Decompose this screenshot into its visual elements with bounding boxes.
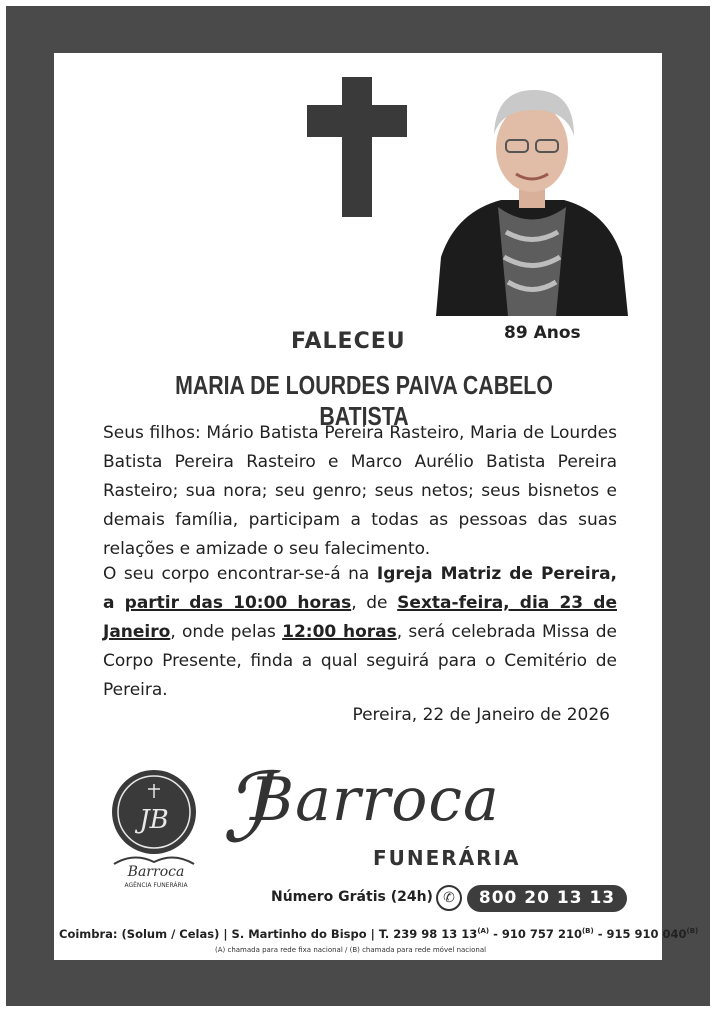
deceased-name: MARIA DE LOURDES PAIVA CABELO BATISTA	[175, 370, 553, 431]
brand-name: Barroca	[250, 765, 500, 835]
seal-subtitle: AGÊNCIA FUNERÁRIA	[124, 882, 188, 889]
brand-monogram-flourish: ℐ	[222, 752, 268, 864]
portrait-photo	[436, 82, 628, 316]
seal-monogram: JB	[139, 805, 169, 835]
cross-icon-arm	[307, 105, 407, 137]
free-number[interactable]: 800 20 13 13	[467, 885, 627, 912]
brand-subtitle: FUNERÁRIA	[373, 846, 521, 870]
family-paragraph: Seus filhos: Mário Batista Pereira Rasteiro, Maria de Lourdes Batista Pereira Rasteiro e Marco Aurélio Batista Pereira Rasteiro; sua nora; seu genro; seus netos; seus bisnetos e demais família, participam a todas as pessoas das suas relações e amizade o seu falecimento.	[103, 423, 617, 559]
contacts-line: Coimbra: (Solum / Celas) | S. Martinho do Bispo | T. 239 98 13 $13^{(A)} - 910$ 757 $210^{(B)} - 915$ 910 $040^{(B)}$	[59, 927, 699, 941]
cross-icon	[342, 77, 372, 217]
ceremony-paragraph: O seu corpo encontrar-se-á na Igreja Matriz de Pereira, a partir das 10:00 horas, de Sexta-feira, dia 23 de Janeiro, onde pelas 12:00 horas, será celebrada Missa de Corpo Presente, finda a qual seguirá para o Cemitério de Pereira.	[103, 564, 618, 700]
phone-icon: ✆	[436, 885, 462, 911]
date-line: Pereira, 22 de Janeiro de 2026	[352, 705, 610, 725]
funeral-seal-logo	[104, 766, 204, 890]
age-label: 89 Anos	[504, 323, 581, 343]
seal-name: Barroca	[127, 864, 185, 880]
footnote: (A) chamada para rede fixa nacional / (B) chamada para rede móvel nacional	[215, 946, 487, 954]
free-number-label: Número Grátis (24h)	[271, 889, 433, 905]
heading-faleceu: FALECEU	[291, 329, 406, 354]
